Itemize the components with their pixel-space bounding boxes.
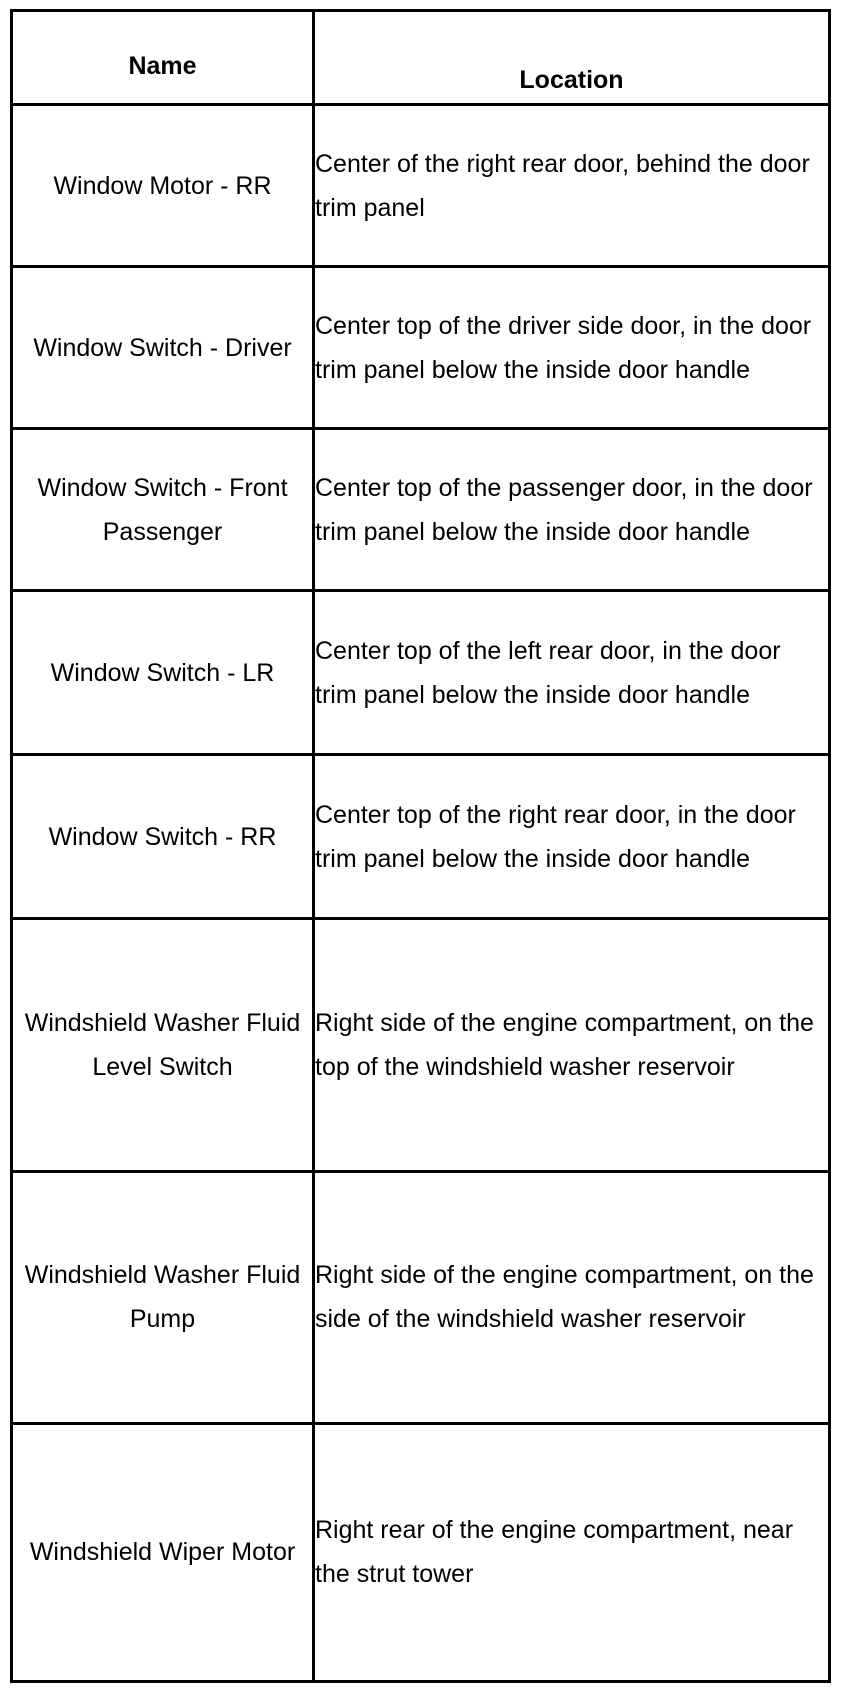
component-name-cell <box>12 755 314 919</box>
component-location-table <box>10 9 831 1683</box>
component-location-cell <box>314 429 830 591</box>
table-row <box>12 1171 830 1423</box>
table-row <box>12 105 830 267</box>
component-location-cell <box>314 591 830 755</box>
table-row <box>12 919 830 1171</box>
component-name-cell <box>12 591 314 755</box>
component-location: Center top of the driver side door, in the door trim panel below the inside door handle <box>315 311 812 384</box>
component-location-cell <box>314 1171 830 1423</box>
component-name: Windshield Wiper Motor <box>29 1538 296 1567</box>
component-location-cell <box>314 1423 830 1681</box>
table-row <box>12 591 830 755</box>
location-column-header: Location <box>314 11 830 105</box>
component-name-cell <box>12 267 314 429</box>
table-row <box>12 755 830 919</box>
component-name: Windshield Washer Fluid Level Switch <box>24 1009 301 1082</box>
table-header-row <box>12 11 830 105</box>
component-location: Center top of the left rear door, in the door trim panel below the inside door handle <box>315 636 781 709</box>
component-name: Windshield Washer Fluid Pump <box>24 1261 301 1334</box>
component-location: Right side of the engine compartment, on the top of the windshield washer reservoir <box>315 1009 814 1082</box>
table-row <box>12 267 830 429</box>
component-name: Window Switch - Front Passenger <box>37 473 288 546</box>
name-column-header: Name <box>12 11 314 105</box>
component-name: Window Switch - LR <box>50 658 275 687</box>
component-name: Window Switch - RR <box>48 822 277 851</box>
component-name-cell <box>12 919 314 1171</box>
component-location: Center of the right rear door, behind the door trim panel <box>315 149 810 222</box>
component-location: Right side of the engine compartment, on the side of the windshield washer reservoir <box>315 1261 814 1334</box>
component-name-cell <box>12 429 314 591</box>
component-name-cell <box>12 1171 314 1423</box>
component-location: Center top of the passenger door, in the door trim panel below the inside door handle <box>315 473 813 546</box>
component-name-cell <box>12 105 314 267</box>
component-location: Center top of the right rear door, in the door trim panel below the inside door handle <box>315 800 796 873</box>
component-location-cell <box>314 919 830 1171</box>
component-location: Right rear of the engine compartment, near the strut tower <box>315 1516 794 1589</box>
component-location-cell <box>314 105 830 267</box>
component-name: Window Switch - Driver <box>33 333 292 362</box>
component-name: Window Motor - RR <box>53 171 272 200</box>
table-row <box>12 1423 830 1681</box>
table-row <box>12 429 830 591</box>
component-location-cell <box>314 755 830 919</box>
component-location-cell <box>314 267 830 429</box>
component-name-cell <box>12 1423 314 1681</box>
